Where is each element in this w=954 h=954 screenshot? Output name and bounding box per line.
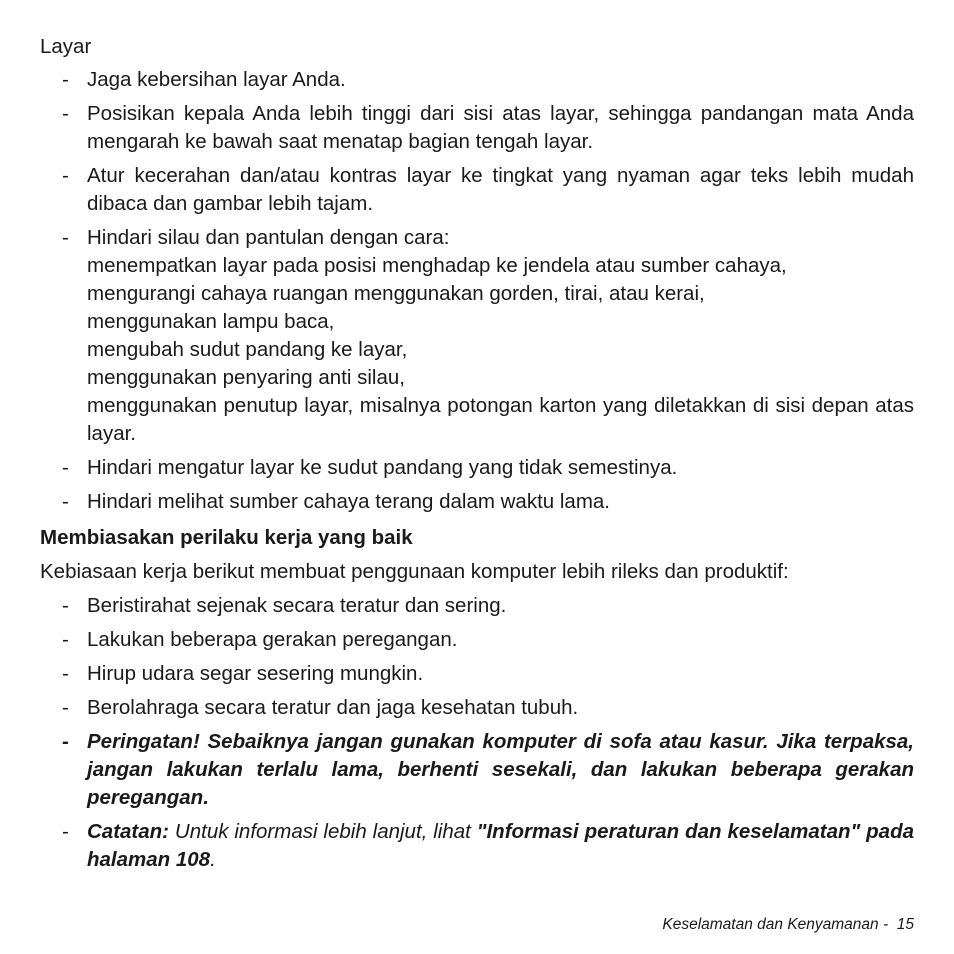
bullet-dash: - (62, 102, 69, 125)
glare-line: menggunakan penyaring anti silau, (87, 366, 405, 389)
list-item: - Jaga kebersihan layar Anda. (40, 66, 914, 94)
list-item: - Atur kecerahan dan/atau kontras layar ke tingkat yang nyaman agar teks lebih mudah dibaca dan gambar lebih tajam. (62, 164, 914, 215)
bullet-dash: - (62, 226, 69, 249)
glare-line: menempatkan layar pada posisi menghadap ke jendela atau sumber cahaya, (87, 254, 787, 277)
list-item-glare (40, 224, 914, 448)
list-item: - Lakukan beberapa gerakan peregangan. (40, 626, 914, 654)
glare-lead: Hindari silau dan pantulan dengan cara: (87, 226, 450, 249)
bullet-dash: - (62, 164, 69, 187)
list-item: - Beristirahat sejenak secara teratur dan sering. (40, 592, 914, 620)
note-reference-link[interactable]: "Informasi peraturan dan keselamatan" pada halaman 108 (87, 820, 915, 871)
section-intro: Kebiasaan kerja berikut membuat penggunaan komputer lebih rileks dan produktif: (40, 560, 789, 583)
glare-line: mengurangi cahaya ruangan menggunakan gorden, tirai, atau kerai, (87, 282, 705, 305)
bullet-dash: - (62, 68, 69, 91)
bullet-dash: - (62, 594, 69, 617)
bullet-dash: - (62, 820, 69, 843)
list-item: - Hirup udara segar sesering mungkin. (40, 660, 914, 688)
list-item: - Berolahraga secara teratur dan jaga kesehatan tubuh. (40, 694, 914, 722)
bullet-dash: - (62, 662, 69, 685)
note-label: Catatan: (87, 820, 170, 843)
section-heading-layar: Layar (40, 35, 92, 58)
bullet-dash: - (62, 490, 69, 513)
page-content (40, 33, 914, 880)
section-title-habits: Membiasakan perilaku kerja yang baik (40, 526, 413, 549)
note-end: . (210, 848, 216, 871)
glare-line: menggunakan lampu baca, (87, 310, 335, 333)
warning-item (40, 728, 914, 812)
bullet-dash: - (62, 628, 69, 651)
bullet-dash: - (62, 696, 69, 719)
list-item: - Hindari mengatur layar ke sudut pandang yang tidak semestinya. (40, 454, 914, 482)
glare-line: menggunakan penutup layar, misalnya potongan karton yang diletakkan di sisi depan atas layar. (87, 394, 914, 445)
warning-text: Peringatan! Sebaiknya jangan gunakan komputer di sofa atau kasur. Jika terpaksa, jangan lakukan terlalu lama, berhenti sesekali, dan lakukan beberapa gerakan peregangan. (87, 730, 914, 809)
bullet-dash: - (62, 730, 69, 753)
glare-line: mengubah sudut pandang ke layar, (87, 338, 408, 361)
note-text: Untuk informasi lebih lanjut, lihat (169, 820, 477, 843)
list-item: - Hindari melihat sumber cahaya terang dalam waktu lama. (40, 488, 914, 516)
page-footer: Keselamatan dan Kenyamanan - 15 (662, 916, 914, 933)
bullet-dash: - (62, 456, 69, 479)
list-item: - Posisikan kepala Anda lebih tinggi dari sisi atas layar, sehingga pandangan mata Anda mengarah ke bawah saat menatap bagian tengah layar. (62, 102, 914, 153)
note-item (40, 818, 914, 874)
